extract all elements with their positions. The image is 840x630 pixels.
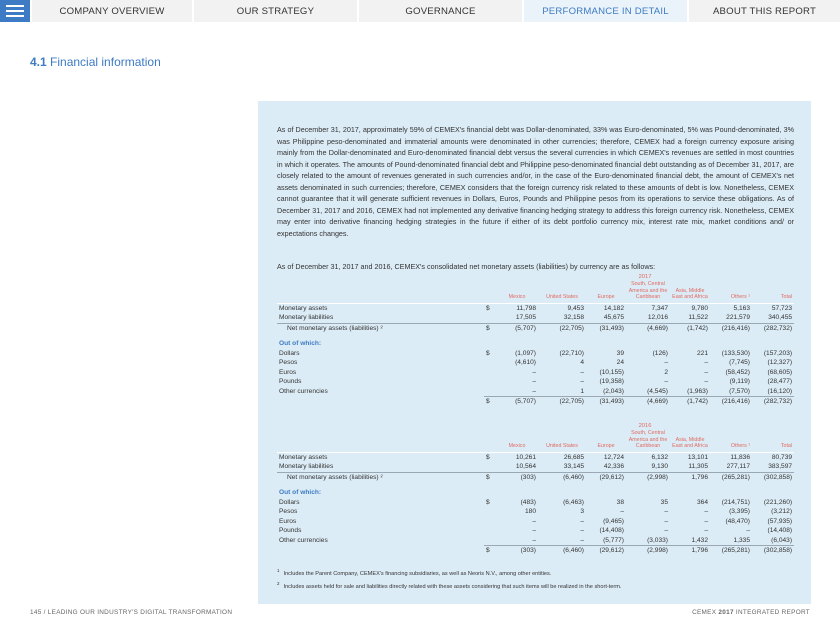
table-row bbox=[277, 349, 794, 359]
table-cell: (221,260) bbox=[763, 498, 793, 506]
row-label: Euros bbox=[279, 368, 297, 376]
hamburger-menu-icon[interactable] bbox=[0, 0, 30, 22]
year-header-row bbox=[277, 273, 794, 281]
table-row bbox=[277, 377, 794, 387]
column-header: South, Central America and the Caribbean bbox=[626, 430, 670, 452]
blank-cell bbox=[277, 422, 496, 430]
tab-about-this-report[interactable]: ABOUT THIS REPORT bbox=[687, 0, 840, 22]
column-header: Others ¹ bbox=[710, 430, 752, 452]
table-cell: 2 bbox=[664, 368, 668, 376]
table-cell: – bbox=[704, 517, 708, 525]
row-label: Monetary liabilities bbox=[279, 314, 334, 321]
subheading-row bbox=[277, 339, 794, 349]
table-row bbox=[277, 517, 794, 527]
column-header: Total bbox=[752, 430, 794, 452]
currency-symbol: $ bbox=[484, 397, 496, 407]
table-cell: 24 bbox=[616, 359, 624, 366]
out-of-which-label: Out of which: bbox=[279, 340, 322, 347]
table-cell: (7,745) bbox=[729, 359, 750, 366]
table-row bbox=[277, 526, 794, 536]
table-cell: 364 bbox=[696, 498, 708, 506]
table-cell: 11,305 bbox=[688, 463, 708, 470]
table-cell: 57,723 bbox=[771, 304, 793, 312]
table-cell: 39 bbox=[616, 349, 624, 357]
table-cell: 1 bbox=[580, 387, 584, 395]
row-label: Monetary liabilities bbox=[279, 463, 334, 470]
table-row bbox=[277, 498, 794, 508]
table-cell: (3,212) bbox=[771, 508, 793, 515]
table-row bbox=[277, 313, 794, 323]
table-cell: (282,732) bbox=[752, 323, 794, 333]
table-cell: (10,155) bbox=[599, 368, 624, 376]
table-cell: 277,117 bbox=[726, 463, 750, 470]
table-cell: (1,097) bbox=[515, 349, 536, 357]
section-title-text: Financial information bbox=[50, 55, 161, 69]
table-cell: (1,742) bbox=[670, 323, 710, 333]
table-cell: 221,579 bbox=[726, 314, 750, 321]
table-row bbox=[277, 368, 794, 378]
body-paragraph: As of December 31, 2017, approximately 59% of CEMEX's financial debt was Dollar-denominated, 33% was Euro-denominated, 5% was Pound-denominated, 3% was Philippine peso-denominated and immaterial amounts were denominated in other currencies; therefore, CEMEX had a foreign currency exposure arising mainly from the Dollar-denominated and Euro-denominated financial debt versus the several currencies in which CEMEX's revenues are settled in most countries in which it operates. The amounts of Pound-denominated financial debt and Philippine peso-denominated financial debt outstanding as of December 31, 2017, are closely related to the amount of revenues generated in such currencies and/or, in the case of the Euro-denominated financial debt, the amount of CEMEX's net assets denominated in such currencies; therefore, CEMEX considers that the foreign currency risk related to these amounts of debt is low. Nonetheless, CEMEX cannot guarantee that it will generate sufficient revenues in Dollars, Euros, Pounds and Philippine pesos from its operations to service these obligations. As of December 31, 2017 and 2016, CEMEX had not implemented any derivative financing hedging strategy to address this foreign currency risk. Nonetheless, CEMEX may enter into derivative financing hedging strategies in the future if either of its debt portfolio currency mix, interest rate mix, market conditions and/ or expectations changes. bbox=[277, 125, 794, 238]
row-label: Other currencies bbox=[279, 387, 328, 395]
table-cell: (3,033) bbox=[647, 536, 668, 544]
table-cell: – bbox=[532, 387, 536, 395]
table-cell: 33,145 bbox=[563, 463, 584, 470]
row-label: Other currencies bbox=[279, 536, 328, 544]
total-cell: (1,742) bbox=[670, 397, 710, 407]
row-label: Dollars bbox=[279, 498, 300, 506]
table-cell: 14,182 bbox=[603, 304, 624, 312]
table-cell: 42,336 bbox=[603, 463, 624, 470]
table-cell: 6,132 bbox=[651, 453, 668, 461]
row-label: Euros bbox=[279, 517, 297, 525]
table-cell: – bbox=[580, 527, 584, 534]
table-cell: 11,836 bbox=[730, 453, 750, 461]
table-cell: (302,858) bbox=[752, 472, 794, 482]
table-cell: – bbox=[704, 368, 708, 376]
total-cell: (265,281) bbox=[710, 546, 752, 556]
table-cell: (22,705) bbox=[538, 323, 586, 333]
table-cell: (29,612) bbox=[586, 472, 626, 482]
total-cell: (216,416) bbox=[710, 397, 752, 407]
table-cell: 5,163 bbox=[733, 304, 750, 312]
table-intro: As of December 31, 2017 and 2016, CEMEX's consolidated net monetary assets (liabilities) by currency are as follows: bbox=[277, 262, 656, 271]
table-cell: (2,998) bbox=[626, 472, 670, 482]
out-of-which-label: Out of which: bbox=[279, 489, 322, 496]
table-cell: (48,470) bbox=[725, 517, 750, 525]
table-cell: (126) bbox=[652, 349, 668, 357]
table-cell: (58,452) bbox=[725, 368, 750, 376]
row-label: Pesos bbox=[279, 359, 298, 366]
table-row bbox=[277, 472, 794, 482]
table-cell: 9,453 bbox=[567, 304, 584, 312]
table-cell: 17,505 bbox=[515, 314, 536, 321]
table-row bbox=[277, 462, 794, 472]
table-cell: 1,796 bbox=[670, 472, 710, 482]
total-row bbox=[277, 397, 794, 407]
table-cell: 12,016 bbox=[647, 314, 668, 321]
table-row bbox=[277, 358, 794, 368]
total-cell: (5,707) bbox=[496, 397, 538, 407]
table-cell: 9,780 bbox=[691, 304, 708, 312]
table-cell: – bbox=[580, 378, 584, 385]
currency-symbol: $ bbox=[484, 472, 496, 482]
blank-cell bbox=[277, 546, 484, 556]
currency-symbol: $ bbox=[486, 304, 490, 312]
column-header: Europe bbox=[586, 281, 626, 303]
table-cell: 80,739 bbox=[771, 453, 793, 461]
table-cell: – bbox=[532, 378, 536, 385]
table-cell: 9,130 bbox=[651, 463, 668, 470]
table-cell: (14,408) bbox=[599, 527, 624, 534]
table-cell: (7,570) bbox=[729, 387, 750, 395]
column-header: Mexico bbox=[496, 281, 538, 303]
row-label: Net monetary assets (liabilities) ² bbox=[277, 472, 484, 482]
total-cell: (4,669) bbox=[626, 397, 670, 407]
table-cell: (6,460) bbox=[538, 472, 586, 482]
table-row bbox=[277, 387, 794, 397]
table-cell: – bbox=[532, 517, 536, 525]
table-cell: 45,675 bbox=[603, 314, 624, 321]
table-cell: 38 bbox=[616, 498, 624, 506]
currency-symbol bbox=[484, 368, 496, 378]
total-cell: (302,858) bbox=[752, 546, 794, 556]
table-cell: (2,043) bbox=[603, 387, 624, 395]
row-label: Net monetary assets (liabilities) ² bbox=[277, 323, 484, 333]
currency-symbol bbox=[484, 517, 496, 527]
table-cell: 11,798 bbox=[516, 304, 536, 312]
column-header: United States bbox=[538, 430, 586, 452]
total-cell: (2,998) bbox=[626, 546, 670, 556]
table-cell: – bbox=[620, 508, 624, 515]
table-cell: (19,358) bbox=[599, 378, 624, 385]
column-header: Others ¹ bbox=[710, 281, 752, 303]
table-cell: 10,564 bbox=[515, 463, 536, 470]
table-cell: 26,685 bbox=[563, 453, 584, 461]
total-cell: (29,612) bbox=[586, 546, 626, 556]
currency-symbol: $ bbox=[486, 498, 490, 506]
table-cell: (1,963) bbox=[687, 387, 708, 395]
table-cell: (22,710) bbox=[559, 349, 584, 357]
table-cell: 10,261 bbox=[515, 453, 536, 461]
table-cell: 3 bbox=[580, 508, 584, 515]
blank-cell bbox=[277, 430, 496, 452]
row-label: Monetary assets bbox=[279, 453, 328, 461]
table-cell: (57,935) bbox=[767, 517, 793, 525]
row-label: Pounds bbox=[279, 527, 302, 534]
table-cell: 383,597 bbox=[768, 463, 793, 470]
table-cell: (4,545) bbox=[647, 387, 668, 395]
top-navigation bbox=[0, 0, 840, 22]
table-cell: 1,432 bbox=[691, 536, 708, 544]
table-cell: 13,101 bbox=[687, 453, 708, 461]
table-cell: (303) bbox=[496, 472, 538, 482]
currency-symbol bbox=[484, 507, 496, 517]
currency-symbol bbox=[484, 358, 496, 368]
table-cell: 180 bbox=[524, 508, 536, 515]
footnote-1: $^1$Includes the Parent Company, CEMEX's financing subsidiaries, as well as Neoris N.V., among other entities. bbox=[277, 568, 552, 577]
table-cell: – bbox=[580, 368, 584, 376]
column-header: Asia, Middle East and Africa bbox=[670, 430, 710, 452]
total-cell: (31,493) bbox=[586, 397, 626, 407]
table-cell: – bbox=[664, 517, 668, 525]
table-cell: (133,530) bbox=[721, 349, 750, 357]
tab-governance[interactable]: GOVERNANCE bbox=[357, 0, 522, 22]
blank-cell bbox=[277, 397, 484, 407]
table-cell: 32,158 bbox=[563, 314, 584, 321]
table-cell: (4,669) bbox=[626, 323, 670, 333]
currency-symbol: $ bbox=[484, 546, 496, 556]
table-cell: 12,724 bbox=[603, 453, 624, 461]
table-2017 bbox=[277, 273, 794, 407]
table-cell: (265,281) bbox=[710, 472, 752, 482]
table-cell: 4 bbox=[580, 359, 584, 366]
blank-cell bbox=[277, 281, 496, 303]
table-cell: – bbox=[704, 378, 708, 385]
currency-symbol: $ bbox=[484, 323, 496, 333]
year-label: 2016 bbox=[638, 423, 652, 429]
table-cell: – bbox=[664, 378, 668, 385]
year-label: 2017 bbox=[638, 274, 652, 280]
table-cell: (5,707) bbox=[496, 323, 538, 333]
table-row bbox=[277, 507, 794, 517]
total-cell: 1,796 bbox=[670, 546, 710, 556]
table-cell: (4,610) bbox=[515, 359, 536, 366]
currency-symbol bbox=[484, 377, 496, 387]
column-header: United States bbox=[538, 281, 586, 303]
table-cell: (3,395) bbox=[729, 508, 750, 515]
table-cell: 1,335 bbox=[733, 536, 750, 544]
table-cell: – bbox=[704, 359, 708, 366]
table-cell: – bbox=[532, 536, 536, 544]
table-cell: 221 bbox=[696, 349, 708, 357]
column-header: Asia, Middle East and Africa bbox=[670, 281, 710, 303]
table-cell: – bbox=[664, 508, 668, 515]
table-cell: – bbox=[532, 368, 536, 376]
footer-page-label: 145 / LEADING OUR INDUSTRY'S DIGITAL TRANSFORMATION bbox=[30, 609, 233, 616]
table-2016 bbox=[277, 422, 794, 556]
table-cell: (9,119) bbox=[729, 378, 750, 385]
tab-company-overview[interactable]: COMPANY OVERVIEW bbox=[30, 0, 192, 22]
table-cell: 7,347 bbox=[651, 304, 668, 312]
currency-symbol: $ bbox=[486, 349, 490, 357]
total-cell: (22,705) bbox=[538, 397, 586, 407]
footer-report-name: CEMEX 2017 INTEGRATED REPORT bbox=[692, 609, 810, 616]
table-cell: (28,477) bbox=[767, 378, 793, 385]
table-cell: (14,408) bbox=[767, 527, 793, 534]
currency-symbol bbox=[484, 313, 496, 323]
table-cell: (9,465) bbox=[603, 517, 624, 525]
subheading-row bbox=[277, 488, 794, 498]
row-label: Dollars bbox=[279, 349, 300, 357]
total-row bbox=[277, 546, 794, 556]
table-cell: – bbox=[704, 527, 708, 534]
currency-symbol bbox=[484, 526, 496, 536]
table-cell: (483) bbox=[520, 498, 536, 506]
table-cell: – bbox=[580, 536, 584, 544]
table-cell: (31,493) bbox=[586, 323, 626, 333]
section-number: 4.1 bbox=[30, 55, 47, 69]
column-header-row bbox=[277, 281, 794, 303]
table-cell: (16,120) bbox=[767, 387, 793, 395]
table-cell: (157,203) bbox=[763, 349, 793, 357]
total-cell: (6,460) bbox=[538, 546, 586, 556]
column-header: Total bbox=[752, 281, 794, 303]
table-cell: – bbox=[704, 508, 708, 515]
table-cell: (216,416) bbox=[710, 323, 752, 333]
table-row bbox=[277, 452, 794, 462]
table-cell: – bbox=[532, 527, 536, 534]
table-cell: – bbox=[664, 527, 668, 534]
tab-our-strategy[interactable]: OUR STRATEGY bbox=[192, 0, 357, 22]
tab-performance-in-detail[interactable]: PERFORMANCE IN DETAIL bbox=[522, 0, 687, 22]
table-cell: (6,463) bbox=[563, 498, 584, 506]
column-header: Europe bbox=[586, 430, 626, 452]
table-row bbox=[277, 303, 794, 313]
table-cell: (6,043) bbox=[771, 536, 793, 544]
row-label: Pounds bbox=[279, 378, 302, 385]
blank-cell bbox=[277, 273, 496, 281]
footnote-2: $^2$Includes assets held for sale and liabilities directly related with these assets considering that such items will be realized in the short-term. bbox=[277, 581, 622, 590]
row-label: Pesos bbox=[279, 508, 298, 515]
table-cell: (5,777) bbox=[603, 536, 624, 544]
currency-symbol: $ bbox=[486, 453, 490, 461]
currency-symbol bbox=[484, 462, 496, 472]
table-cell: 340,455 bbox=[768, 314, 793, 321]
section-title bbox=[30, 55, 161, 69]
year-header-row bbox=[277, 422, 794, 430]
table-row bbox=[277, 536, 794, 546]
column-header: South, Central America and the Caribbean bbox=[626, 281, 670, 303]
row-label: Monetary assets bbox=[279, 304, 328, 312]
table-cell: (12,327) bbox=[767, 359, 793, 366]
total-cell: (282,732) bbox=[752, 397, 794, 407]
table-cell: – bbox=[580, 517, 584, 525]
table-cell: 11,522 bbox=[688, 314, 708, 321]
currency-symbol bbox=[484, 387, 496, 397]
table-cell: – bbox=[664, 359, 668, 366]
table-cell: (214,751) bbox=[721, 498, 750, 506]
table-cell: (68,605) bbox=[767, 368, 793, 376]
column-header-row bbox=[277, 430, 794, 452]
column-header: Mexico bbox=[496, 430, 538, 452]
total-cell: (303) bbox=[496, 546, 538, 556]
table-cell: – bbox=[746, 527, 750, 534]
currency-symbol bbox=[484, 536, 496, 546]
table-cell: 35 bbox=[660, 498, 668, 506]
table-row bbox=[277, 323, 794, 333]
